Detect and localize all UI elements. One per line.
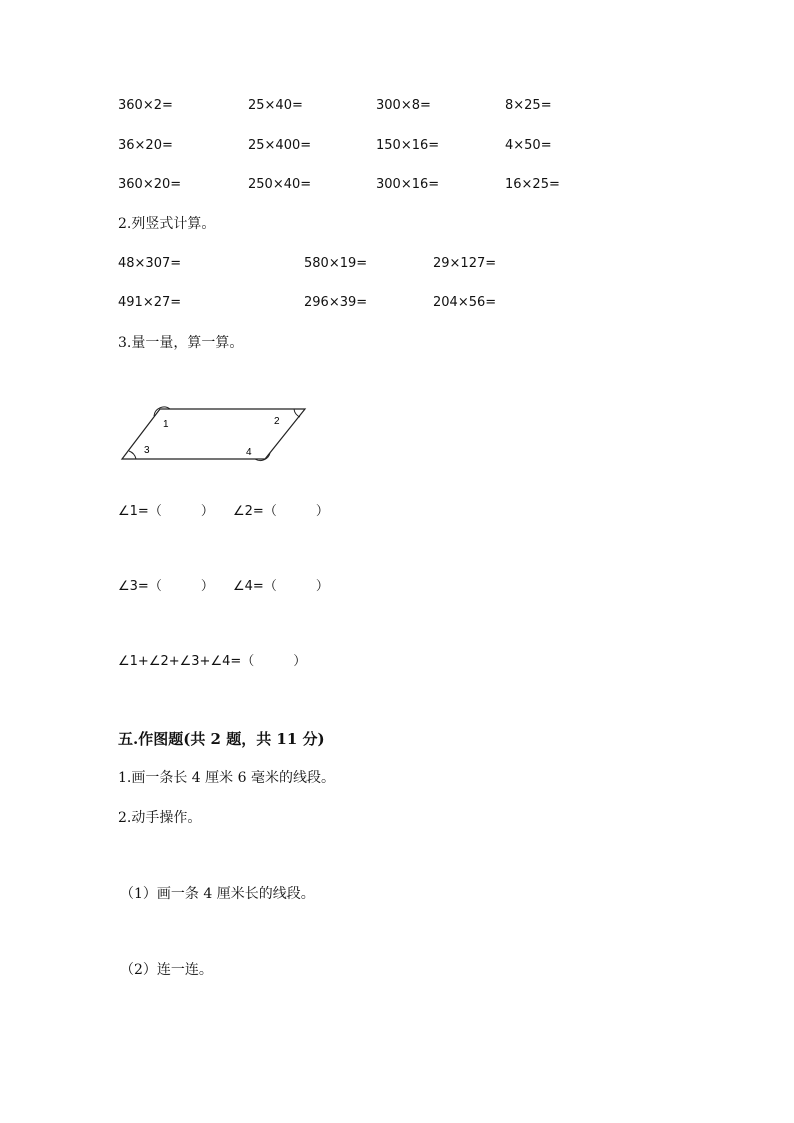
angle-label-2: 2 bbox=[274, 416, 280, 427]
calc-item: 16×25= bbox=[505, 177, 560, 192]
angle-arc-3 bbox=[129, 451, 136, 459]
vertical-calc-item: 29×127= bbox=[433, 256, 497, 271]
angle-answer-2: ∠2=（ ） bbox=[233, 504, 329, 519]
calc-item: 4×50= bbox=[505, 138, 552, 153]
vertical-calc-item: 204×56= bbox=[433, 295, 497, 310]
vertical-calc-item: 296×39= bbox=[304, 295, 368, 310]
calc-item: 150×16= bbox=[376, 138, 440, 153]
angle-answer-1: ∠1=（ ） bbox=[118, 504, 214, 519]
calc-item: 360×2= bbox=[118, 98, 173, 113]
angle-answer-3: ∠3=（ ） bbox=[118, 579, 214, 594]
angle-label-1: 1 bbox=[163, 419, 169, 430]
calc-item: 300×16= bbox=[376, 177, 440, 192]
calc-item: 360×20= bbox=[118, 177, 182, 192]
vertical-calc-item: 48×307= bbox=[118, 256, 182, 271]
question-title: 3.量一量，算一算。 bbox=[118, 335, 244, 351]
angle-answer-4: ∠4=（ ） bbox=[233, 579, 329, 594]
vertical-calc-item: 580×19= bbox=[304, 256, 368, 271]
calc-item: 36×20= bbox=[118, 138, 173, 153]
question-text: 1.画一条长 4 厘米 6 毫米的线段。 bbox=[118, 770, 335, 786]
angle-label-4: 4 bbox=[246, 447, 252, 458]
question-text: 2.动手操作。 bbox=[118, 810, 202, 826]
parallelogram-figure bbox=[112, 398, 322, 468]
calc-item: 25×40= bbox=[248, 98, 303, 113]
subquestion-text: （2）连一连。 bbox=[120, 962, 213, 978]
calc-item: 8×25= bbox=[505, 98, 552, 113]
parallelogram-diagram bbox=[112, 398, 322, 468]
calc-item: 25×400= bbox=[248, 138, 312, 153]
section-heading: 五.作图题(共 2 题，共 11 分) bbox=[118, 730, 325, 748]
angle-label-3: 3 bbox=[144, 445, 150, 456]
subquestion-text: （1）画一条 4 厘米长的线段。 bbox=[120, 886, 315, 902]
vertical-calc-item: 491×27= bbox=[118, 295, 182, 310]
angle-sum-answer: ∠1+∠2+∠3+∠4=（ ） bbox=[118, 654, 307, 669]
question-title: 2.列竖式计算。 bbox=[118, 216, 216, 232]
calc-item: 250×40= bbox=[248, 177, 312, 192]
calc-item: 300×8= bbox=[376, 98, 431, 113]
